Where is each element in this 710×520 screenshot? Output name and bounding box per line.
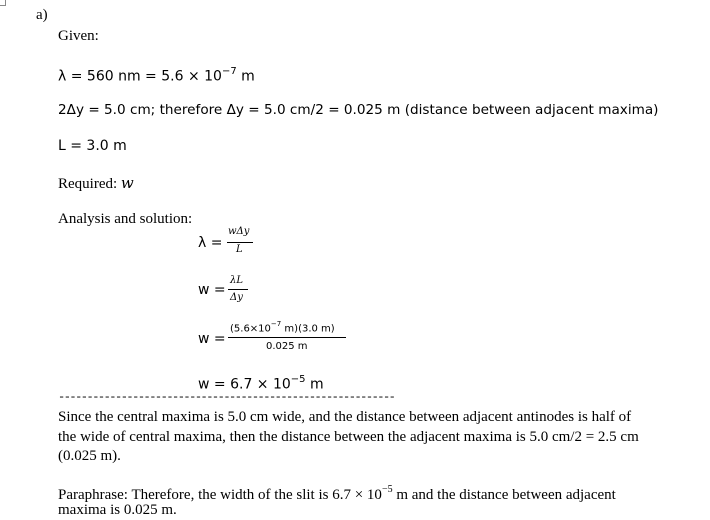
paraphrase-text-b: m and the distance between adjacent <box>392 487 616 503</box>
eq3-fraction-bar <box>228 337 346 338</box>
explanation-line-3: (0.025 m). <box>58 448 121 464</box>
eq2-numerator: λL <box>230 275 243 286</box>
page-corner-mark <box>0 0 6 6</box>
eq3-numerator <box>230 321 335 334</box>
eq2-denominator: Δy <box>230 292 243 303</box>
eq3-numerator-a: (5.6×10 <box>230 323 271 335</box>
eq2-fraction-bar <box>228 289 248 290</box>
paraphrase-exponent: −5 <box>381 484 393 495</box>
eq3-numerator-b: m)(3.0 m) <box>281 323 335 335</box>
equation-width <box>198 275 268 309</box>
required-variable: w <box>120 174 134 192</box>
explanation-line-2: the wide of central maxima, then the distance between the adjacent maxima is 5.0 cm/2 = 2.5 cm <box>58 429 639 445</box>
paraphrase-text-a: Paraphrase: Therefore, the width of the slit is 6.7 × 10 <box>58 487 382 503</box>
given-screen-distance: L = 3.0 m <box>58 138 127 154</box>
result-exponent: −5 <box>290 374 306 385</box>
equation-substitution <box>198 320 368 356</box>
eq1-lhs: λ = <box>198 235 223 251</box>
eq1-numerator: wΔy <box>228 226 250 237</box>
given-wavelength <box>58 64 255 86</box>
explanation-line-1: Since the central maxima is 5.0 cm wide, and the distance between adjacent antinodes is half of <box>58 409 632 425</box>
result-value: w = 6.7 × 10 <box>198 376 291 393</box>
eq1-denominator: L <box>236 244 243 255</box>
wavelength-value: λ = 560 nm = 5.6 × 10 <box>58 68 222 85</box>
paraphrase-line-2: maxima is 0.025 m. <box>58 502 177 518</box>
part-label: a) <box>36 7 48 23</box>
eq2-lhs: w = <box>198 282 226 298</box>
eq3-denominator: 0.025 m <box>266 341 308 352</box>
required-label: Required: <box>58 176 121 192</box>
result-unit: m <box>305 376 324 393</box>
given-heading: Given: <box>58 28 99 44</box>
wavelength-exponent: −7 <box>221 66 237 77</box>
eq3-numerator-exponent: −7 <box>270 320 282 328</box>
separator-line: ----------------------------------------------------------- <box>58 390 395 404</box>
analysis-heading: Analysis and solution: <box>58 211 193 227</box>
eq3-lhs: w = <box>198 331 226 347</box>
given-fringe-spacing: 2Δy = 5.0 cm; therefore Δy = 5.0 cm/2 = 0.025 m (distance between adjacent maxima) <box>58 102 659 118</box>
required-line <box>58 174 134 193</box>
equation-lambda <box>198 226 268 260</box>
wavelength-unit: m <box>236 68 255 85</box>
eq1-fraction-bar <box>227 242 253 243</box>
